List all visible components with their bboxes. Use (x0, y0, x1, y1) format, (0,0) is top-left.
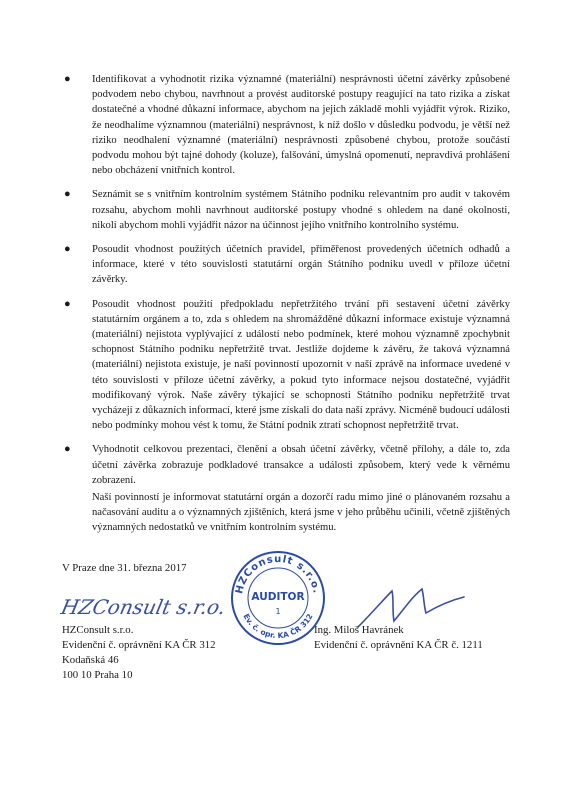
bullet-text: Seznámit se s vnitřním kontrolním systémem Státního podniku relevantním pro audit v takovém rozsahu, abychom mohli navrhnout auditorské postupy vhodné s ohledem na dané okolnosti, nikoli abychom mohli vyjádřit názor na účinnost jejího vnitřního kontrolního systému. (92, 189, 510, 231)
company-street: Kodaňská 46 (62, 654, 119, 666)
stamp-center-text: AUDITOR (251, 591, 305, 603)
bullet-icon: ● (64, 297, 71, 310)
stamp-number: 1 (275, 607, 281, 616)
left-signature (58, 586, 228, 626)
stamp-bottom-text: Ev. č. opr. KA ČR 312 (241, 612, 315, 641)
svg-text:HZConsult s.r.o.: HZConsult s.r.o. (58, 595, 228, 619)
stamp-top-text: HZConsult s.r.o. (234, 553, 322, 595)
list-item (62, 297, 510, 434)
list-item (62, 187, 510, 233)
bullet-icon: ● (64, 243, 71, 256)
date-line: V Praze dne 31. března 2017 (62, 562, 187, 574)
bullet-icon: ● (64, 73, 71, 85)
auditor-block (314, 623, 483, 653)
company-city: 100 10 Praha 10 (62, 669, 133, 681)
auditor-name: Ing. Miloš Havránek (314, 624, 404, 636)
bullet-icon: ● (64, 443, 71, 456)
auditor-stamp (228, 548, 328, 648)
closing-paragraph: Naší povinností je informovat statutární orgán a dozorčí radu mimo jiné o plánovaném rozsahu a načasování auditu a o významných zjištěních, která jsme v jeho průběhu učinili, včetně zjištěných významných nedostatků ve vnitřním kontrolním systému. (92, 492, 510, 534)
bullet-icon: ● (64, 188, 71, 201)
company-license: Evidenční č. oprávnění KA ČR 312 (62, 639, 216, 651)
bullet-text: Vyhodnotit celkovou prezentaci, členění a obsah účetní závěrky, včetně přílohy, a dále to, zda účetní závěrka zobrazuje podkladové transakce a události způsobem, který vede k věrnému zobrazení. (92, 444, 510, 486)
auditor-license: Evidenční č. oprávnění KA ČR č. 1211 (314, 639, 483, 651)
bullet-text: Posoudit vhodnost použití předpokladu nepřetržitého trvání při sestavení účetní závěrky statutárním orgánem a to, zda s ohledem na shromážděné důkazní informace existuje významná (materiální) nejistota vyplývající z událostí nebo podmínek, které mohou významně zpochybnit schopnost Státního podniku nepřetržitě trvat. Jestliže dojdeme k závěru, že taková významná (materiální) nejistota existuje, je naší povinností upozornit v naší zprávě na informace uvedené v této souvislosti v příloze účetní závěrky, a pokud tyto informace nejsou dostatečné, vyjádřit modifikovaný výrok. Naše závěry týkající se schopnosti Státního podniku nepřetržitě trvat vycházejí z důkazních informací, které jsme získali do data naší zprávy. Nicméně budoucí události nebo podmínky mohou vést k tomu, že Státní podnik ztratí schopnost nepřetržitě trvat. (92, 298, 510, 432)
svg-text:HZConsult s.r.o. (234, 554, 322, 595)
bullet-text: Identifikovat a vyhodnotit rizika významné (materiální) nesprávnosti účetní závěrky způsobené podvodem nebo chybou, navrhnout a provést auditorské postupy reagující na tato rizika a získat dostatečné a vhodné důkazní informace, abychom na jejich základě mohli vyjádřit výrok. Riziko, že neodhalíme významnou (materiální) nesprávnost, k níž došlo v důsledku podvodu, je větší než riziko neodhalení významné (materiální) nesprávnosti způsobené chybou, protože součástí podvodu mohou být tajné dohody (koluze), falšování, úmyslná opomenutí, nepravdivá prohlášení nebo obcházení vnitřních kontrol. (92, 74, 510, 177)
list-item (62, 442, 510, 488)
bullet-text: Posoudit vhodnost použitých účetních pravidel, přiměřenost provedených účetních odhadů a informace, které v této souvislosti statutární orgán Státního podniku uvedl v příloze účetní závěrky. (92, 244, 510, 286)
list-item (62, 72, 510, 178)
list-item (62, 242, 510, 288)
company-name: HZConsult s.r.o. (62, 624, 134, 636)
company-block (62, 623, 216, 683)
bullet-list (62, 72, 510, 497)
